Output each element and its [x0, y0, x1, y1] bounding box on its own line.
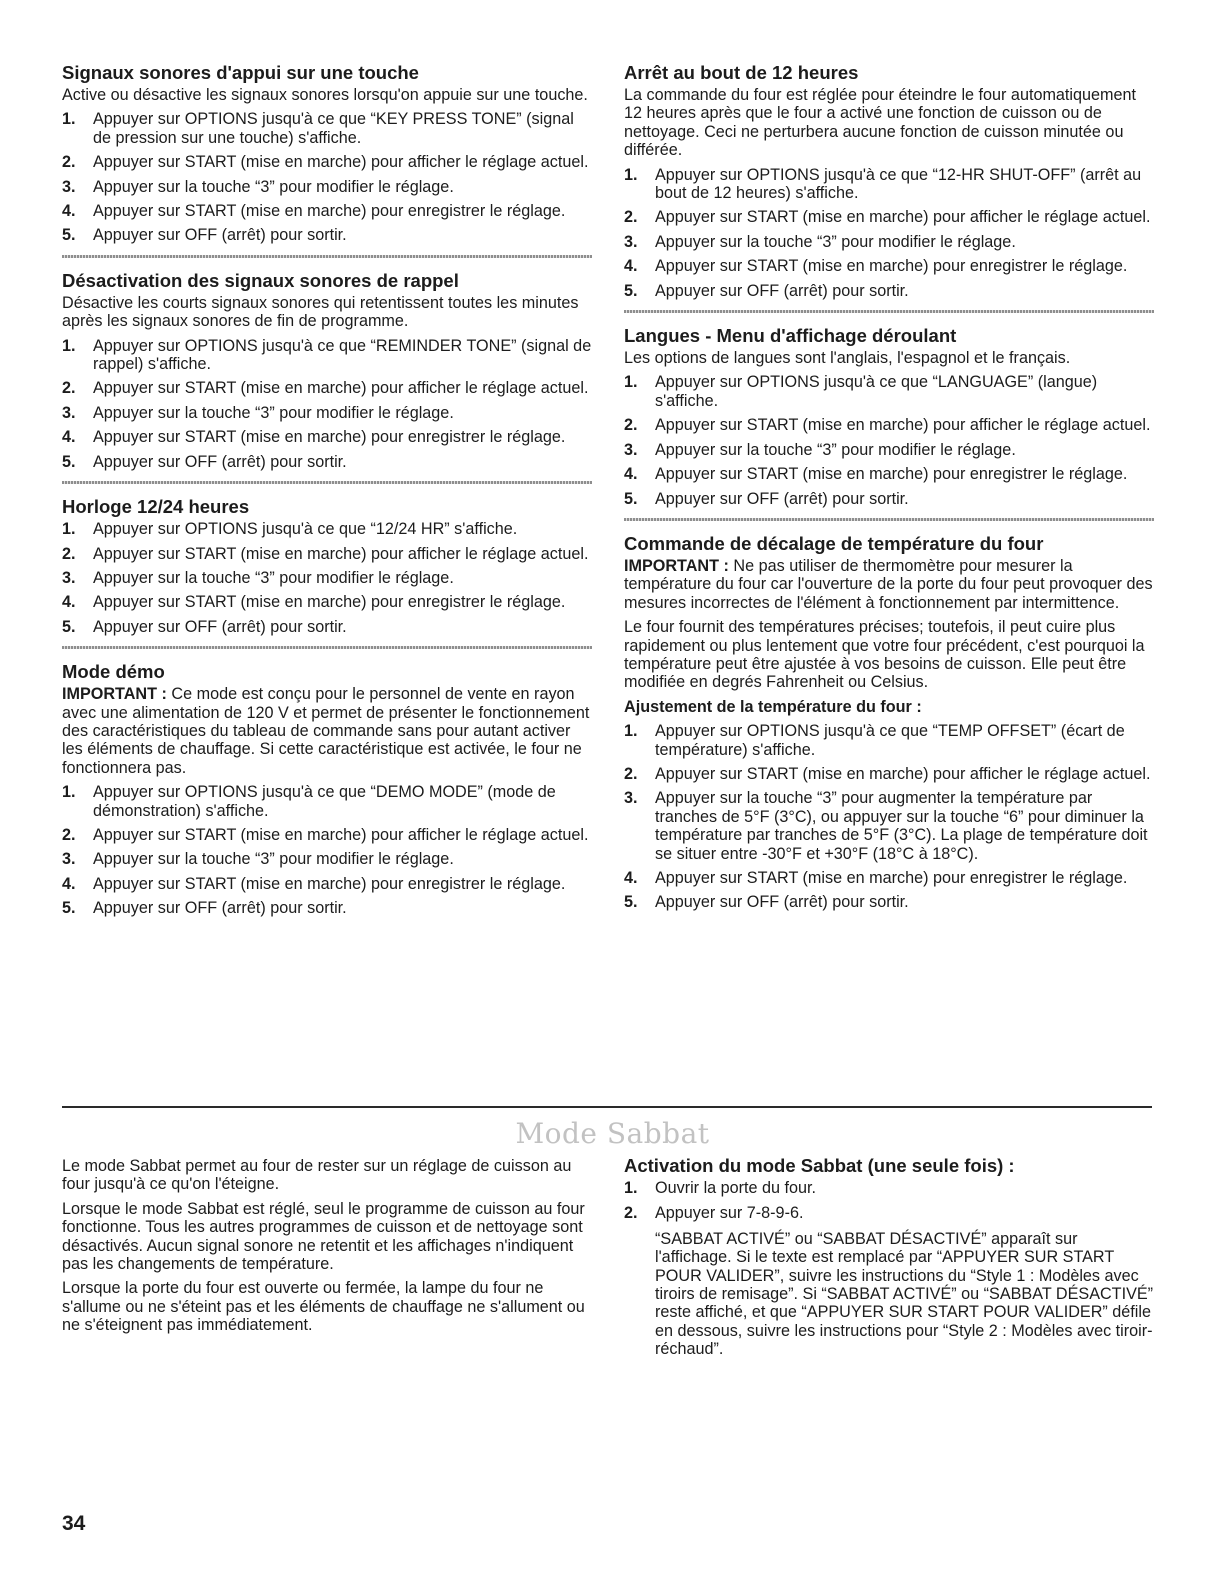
- section-paragraph: Le four fournit des températures précises; toutefois, il peut cuire plus rapidement ou plus lentement que votre four précédent, c'est pourquoi la température peut être ajustée à vos besoins de cuisson. Elle peut être modifiée en degrés Fahrenheit ou Celsius.: [624, 618, 1145, 692]
- step-number: 5.: [62, 617, 76, 636]
- sabbat-intro: [62, 1157, 592, 1341]
- step-number: 3.: [624, 440, 638, 459]
- step-number: 5.: [62, 452, 76, 471]
- list-item: [62, 453, 592, 471]
- instruction-section: [62, 255, 592, 471]
- section-title: Commande de décalage de température du four: [624, 532, 1044, 554]
- step-number: 1.: [62, 783, 76, 802]
- list-item: [624, 1204, 1154, 1222]
- sabbat-activation-note: “SABBAT ACTIVÉ” ou “SABBAT DÉSACTIVÉ” apparaît sur l'affichage. Si le texte est remplacé par “APPUYER SUR START POUR VALIDER”, suivre les instructions du “Style 1 : Modèles avec tiroirs de remisage”. Si “SABBAT ACTIVÉ” ou “SABBAT DÉSACTIVÉ” reste affiché, et que “APPUYER SUR START POUR VALIDER” défile en dessous, suivre les instructions pour “Style 2 : Modèles avec tiroir-réchaud”.: [655, 1229, 1154, 1359]
- step-number: 4.: [62, 202, 76, 221]
- list-item: [62, 178, 592, 196]
- step-text: Appuyer sur la touche “3” pour modifier le réglage.: [93, 568, 454, 587]
- list-item: [62, 593, 592, 611]
- step-number: 5.: [624, 893, 638, 912]
- step-text: Appuyer sur OPTIONS jusqu'à ce que “TEMP OFFSET” (écart de température) s'affiche.: [655, 722, 1125, 759]
- step-number: 1.: [624, 722, 638, 741]
- list-item: [62, 899, 592, 917]
- step-number: 3.: [624, 789, 638, 808]
- step-list: [62, 337, 592, 471]
- step-text: Appuyer sur START (mise en marche) pour afficher le réglage actuel.: [655, 208, 1151, 227]
- step-text: Appuyer sur START (mise en marche) pour afficher le réglage actuel.: [93, 379, 589, 398]
- step-text: Appuyer sur OPTIONS jusqu'à ce que “LANGUAGE” (langue) s'affiche.: [655, 373, 1098, 410]
- list-item: [624, 490, 1154, 508]
- step-list: [624, 166, 1154, 300]
- list-item: [62, 875, 592, 893]
- step-number: 5.: [624, 281, 638, 300]
- step-number: 3.: [62, 850, 76, 869]
- step-number: 2.: [62, 544, 76, 563]
- step-number: 1.: [62, 520, 76, 539]
- important-label: IMPORTANT :: [624, 556, 729, 575]
- step-number: 4.: [624, 869, 638, 887]
- step-list: [62, 520, 592, 636]
- step-number: 3.: [624, 232, 638, 251]
- list-item: [62, 569, 592, 587]
- step-text: Appuyer sur la touche “3” pour modifier le réglage.: [655, 440, 1016, 459]
- step-text: Appuyer sur START (mise en marche) pour enregistrer le réglage.: [655, 869, 1128, 887]
- list-item: [624, 722, 1154, 759]
- sabbat-paragraph: Lorsque la porte du four est ouverte ou fermée, la lampe du four ne s'allume ou ne s'éteint pas et les éléments de chauffage ne s'allument ou ne s'éteignent pas immédiatement.: [62, 1279, 585, 1335]
- step-number: 4.: [62, 428, 76, 447]
- section-rule: [62, 646, 592, 649]
- step-list: [62, 110, 592, 244]
- list-item: [62, 545, 592, 563]
- step-number: 3.: [62, 403, 76, 422]
- list-item: [624, 233, 1154, 251]
- list-item: [62, 379, 592, 397]
- list-item: [624, 465, 1154, 483]
- instruction-section: [62, 62, 592, 245]
- list-item: [624, 416, 1154, 434]
- step-number: 5.: [62, 226, 76, 245]
- step-text: Appuyer sur OFF (arrêt) pour sortir.: [93, 226, 347, 245]
- step-text: Appuyer sur START (mise en marche) pour enregistrer le réglage.: [93, 428, 566, 447]
- list-item: [624, 257, 1154, 275]
- step-text: Appuyer sur OFF (arrêt) pour sortir.: [655, 893, 909, 912]
- left-column: [62, 62, 592, 928]
- list-item: [62, 826, 592, 844]
- section-rule: [62, 481, 592, 484]
- important-text: Ne pas utiliser de thermomètre pour mesurer la température du four car l'ouverture de la porte du four peut provoquer des mesures incorrectes de l'élément à fonctionnement par intermittence.: [624, 556, 1153, 612]
- sabbat-paragraph: Le mode Sabbat permet au four de rester sur un réglage de cuisson au four jusqu'à ce qu'on l'éteigne.: [62, 1157, 572, 1194]
- step-text: Appuyer sur START (mise en marche) pour enregistrer le réglage.: [655, 465, 1128, 484]
- instruction-section: [624, 518, 1154, 912]
- step-text: Appuyer sur OFF (arrêt) pour sortir.: [93, 452, 347, 471]
- section-rule: [62, 255, 592, 258]
- step-text: Appuyer sur la touche “3” pour modifier le réglage.: [93, 403, 454, 422]
- step-number: 3.: [62, 177, 76, 196]
- section-title: Signaux sonores d'appui sur une touche: [62, 62, 419, 83]
- list-item: [624, 765, 1154, 783]
- step-list: [624, 722, 1154, 912]
- step-text: Appuyer sur START (mise en marche) pour afficher le réglage actuel.: [655, 416, 1151, 435]
- step-number: 4.: [624, 465, 638, 484]
- step-text: Appuyer sur OPTIONS jusqu'à ce que “KEY PRESS TONE” (signal de pression sur une touche) s'affiche.: [93, 110, 574, 147]
- section-title: Horloge 12/24 heures: [62, 496, 250, 518]
- step-list: [624, 373, 1154, 507]
- section-title: Arrêt au bout de 12 heures: [624, 62, 859, 83]
- step-number: 1.: [624, 373, 638, 392]
- section-subhead: Ajustement de la température du four :: [624, 697, 922, 716]
- step-number: 4.: [62, 874, 76, 893]
- section-intro: Désactive les courts signaux sonores qui retentissent toutes les minutes après les signaux sonores de fin de programme.: [62, 293, 579, 331]
- step-text: Appuyer sur la touche “3” pour modifier le réglage.: [93, 850, 454, 869]
- important-note: [62, 685, 592, 777]
- step-text: Appuyer sur OPTIONS jusqu'à ce que “REMINDER TONE” (signal de rappel) s'affiche.: [93, 336, 592, 374]
- step-text: Appuyer sur OPTIONS jusqu'à ce que “12-HR SHUT-OFF” (arrêt au bout de 12 heures) s'affiche.: [655, 165, 1142, 203]
- step-text: Appuyer sur START (mise en marche) pour enregistrer le réglage.: [93, 593, 566, 612]
- list-item: [624, 1179, 1154, 1197]
- step-text: Appuyer sur START (mise en marche) pour afficher le réglage actuel.: [93, 153, 589, 172]
- step-number: 2.: [624, 416, 638, 435]
- page-number: 34: [62, 1512, 86, 1535]
- list-item: [624, 208, 1154, 226]
- section-intro: Les options de langues sont l'anglais, l'espagnol et le français.: [624, 349, 1071, 368]
- important-label: IMPORTANT :: [62, 685, 167, 704]
- list-item: [624, 869, 1154, 887]
- list-item: [62, 337, 592, 374]
- right-column: [624, 62, 1154, 922]
- list-item: [624, 282, 1154, 300]
- list-item: [624, 893, 1154, 911]
- sabbat-heading: Mode Sabbat: [515, 1117, 710, 1150]
- section-title: Mode démo: [62, 661, 165, 683]
- step-number: 2.: [624, 208, 638, 227]
- list-item: [62, 404, 592, 422]
- step-number: 1.: [62, 110, 76, 129]
- list-item: [62, 153, 592, 171]
- instruction-section: [624, 62, 1154, 300]
- list-item: [62, 618, 592, 636]
- step-text: Appuyer sur START (mise en marche) pour enregistrer le réglage.: [655, 257, 1128, 276]
- section-intro: La commande du four est réglée pour éteindre le four automatiquement 12 heures après que le four a activé une fonction de cuisson ou de nettoyage. Ceci ne perturbera aucune fonction de cuisson minutée ou différée.: [624, 86, 1137, 160]
- step-number: 5.: [62, 899, 76, 918]
- list-item: [624, 166, 1154, 203]
- step-number: 4.: [624, 257, 638, 276]
- step-text: Appuyer sur START (mise en marche) pour enregistrer le réglage.: [93, 874, 566, 893]
- step-text: Appuyer sur OFF (arrêt) pour sortir.: [93, 899, 347, 918]
- important-text: Ce mode est conçu pour le personnel de vente en rayon avec une alimentation de 120 V et permet de présenter le fonctionnement des caractéristiques du tableau de commande sans pour autant activer les éléments de chauffage. Si cette caractéristique est activée, le four ne fonctionnera pas.: [62, 685, 590, 777]
- step-text: Appuyer sur OPTIONS jusqu'à ce que “12/24 HR” s'affiche.: [93, 520, 518, 539]
- step-number: 2.: [62, 379, 76, 398]
- list-item: [62, 783, 592, 820]
- step-number: 2.: [624, 1204, 638, 1223]
- list-item: [624, 373, 1154, 410]
- step-text: Appuyer sur START (mise en marche) pour afficher le réglage actuel.: [93, 544, 589, 563]
- list-item: [62, 110, 592, 147]
- list-item: [62, 428, 592, 446]
- step-text: Appuyer sur OPTIONS jusqu'à ce que “DEMO MODE” (mode de démonstration) s'affiche.: [93, 783, 556, 820]
- important-note: [624, 557, 1154, 612]
- sabbat-activation-title: Activation du mode Sabbat (une seule fois) :: [624, 1155, 1015, 1176]
- list-item: [624, 789, 1154, 863]
- section-title: Langues - Menu d'affichage déroulant: [624, 325, 957, 347]
- step-number: 1.: [624, 1179, 638, 1197]
- instruction-section: [62, 646, 592, 917]
- step-text: Appuyer sur OFF (arrêt) pour sortir.: [655, 489, 909, 508]
- section-rule: [624, 518, 1154, 521]
- sabbat-paragraph: Lorsque le mode Sabbat est réglé, seul le programme de cuisson au four fonctionne. Tous les autres programmes de cuisson et de nettoyage sont désactivés. Aucun signal sonore ne retentit et les affichages n'indiquent pas les changements de température.: [62, 1199, 585, 1274]
- list-item: [62, 226, 592, 244]
- step-number: 1.: [624, 165, 638, 184]
- section-intro: Active ou désactive les signaux sonores lorsqu'on appuie sur une touche.: [62, 86, 588, 104]
- section-title: Désactivation des signaux sonores de rappel: [62, 269, 459, 291]
- step-text: Appuyer sur START (mise en marche) pour afficher le réglage actuel.: [93, 825, 589, 844]
- step-text: Appuyer sur OFF (arrêt) pour sortir.: [655, 281, 909, 300]
- step-number: 4.: [62, 593, 76, 612]
- step-number: 1.: [62, 336, 76, 355]
- step-list: [62, 783, 592, 917]
- step-text: Appuyer sur la touche “3” pour modifier le réglage.: [93, 177, 454, 196]
- sabbat-activation: [624, 1155, 1154, 1359]
- step-number: 3.: [62, 568, 76, 587]
- list-item: [624, 441, 1154, 459]
- list-item: [62, 202, 592, 220]
- section-rule: [624, 310, 1154, 313]
- step-text: Appuyer sur START (mise en marche) pour enregistrer le réglage.: [93, 202, 566, 221]
- list-item: [62, 520, 592, 538]
- step-number: 5.: [624, 489, 638, 508]
- step-number: 2.: [62, 153, 76, 172]
- instruction-section: [624, 310, 1154, 508]
- step-number: 2.: [62, 825, 76, 844]
- instruction-section: [62, 481, 592, 636]
- step-text: Ouvrir la porte du four.: [655, 1179, 817, 1197]
- section-divider: [62, 1106, 1152, 1108]
- step-number: 2.: [624, 764, 638, 783]
- step-text: Appuyer sur OFF (arrêt) pour sortir.: [93, 617, 347, 636]
- step-text: Appuyer sur START (mise en marche) pour afficher le réglage actuel.: [655, 764, 1151, 783]
- step-text: Appuyer sur la touche “3” pour modifier le réglage.: [655, 232, 1016, 251]
- step-text: Appuyer sur la touche “3” pour augmenter la température par tranches de 5°F (3°C), ou appuyer sur la touche “6” pour diminuer la température par tranches de 5°F (3°C). La plage de température doit se situer entre -30°F et +30°F (18°C à 18°C).: [655, 789, 1148, 863]
- step-text: Appuyer sur 7-8-9-6.: [655, 1204, 804, 1223]
- sabbat-activation-steps: [624, 1179, 1154, 1223]
- list-item: [62, 850, 592, 868]
